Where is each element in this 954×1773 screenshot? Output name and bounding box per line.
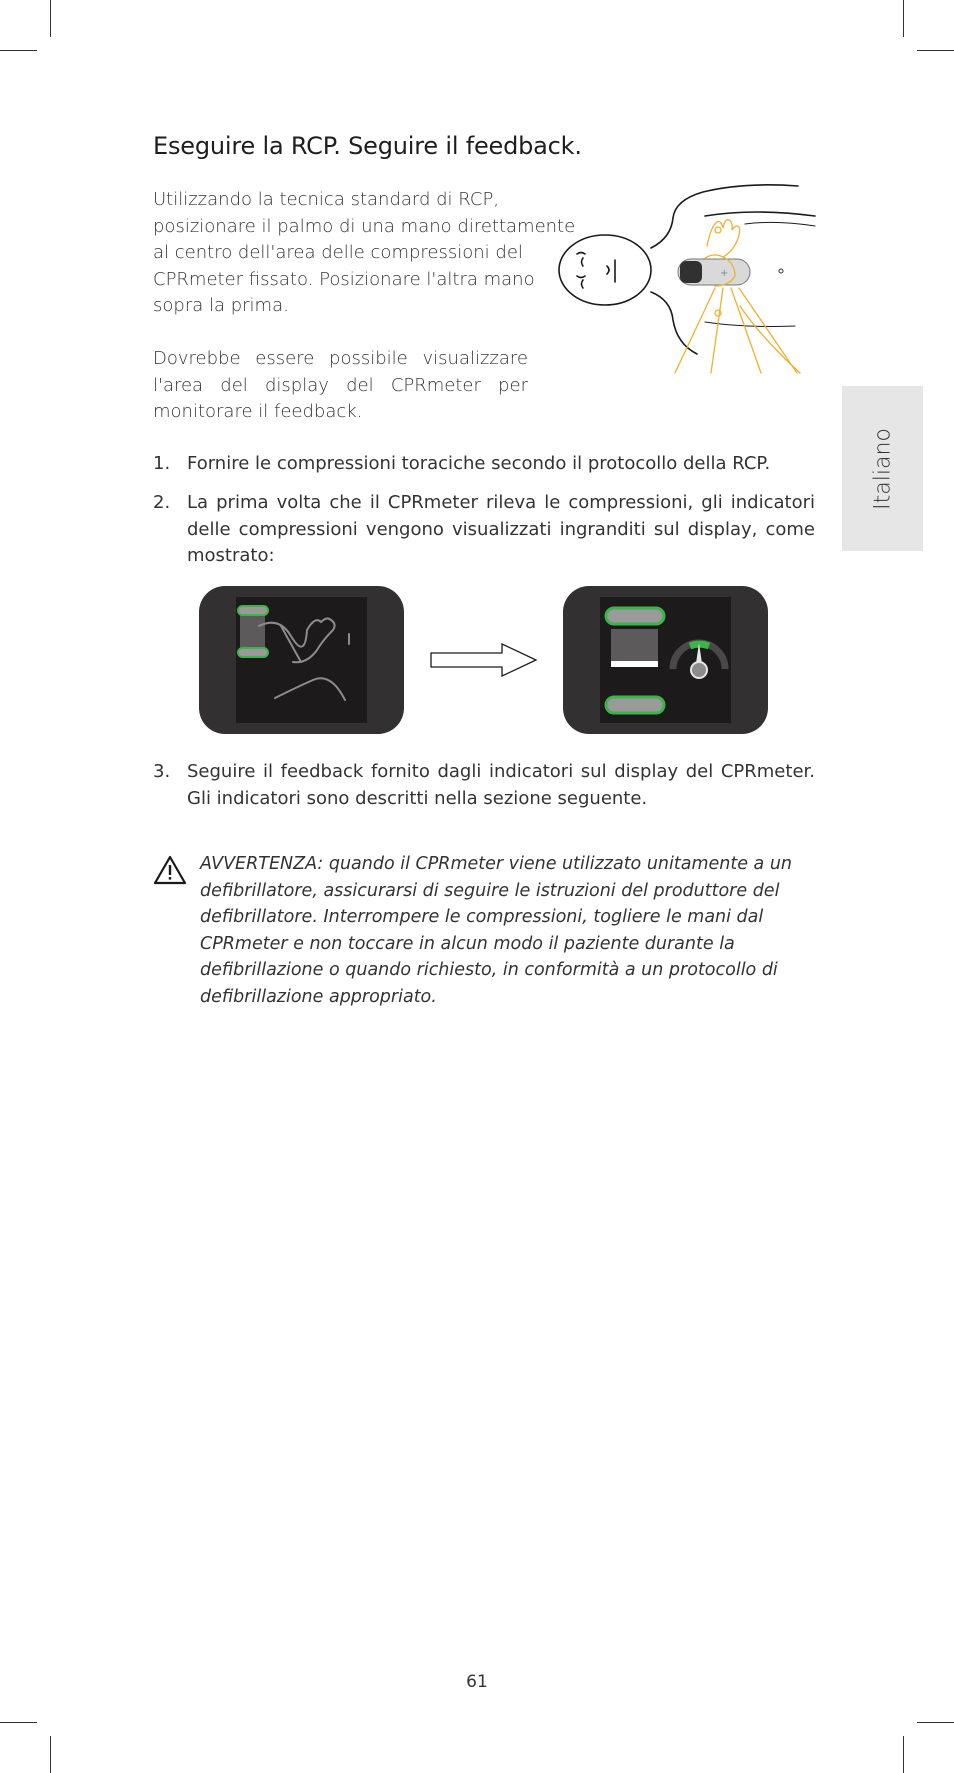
- warning-block: [153, 851, 817, 1010]
- step-number: 3.: [153, 761, 171, 782]
- step-text: Seguire il feedback fornito dagli indicatori sul display del CPRmeter. Gli indicatori sono descritti nella sezione seguente.: [187, 761, 815, 809]
- crop-mark: [0, 50, 37, 51]
- warning-text: AVVERTENZA: quando il CPRmeter viene utilizzato unitamente a un defibrillatore, assicurarsi di seguire le istruzioni del produttore del defibrillatore. Interrompere le compressioni, togliere le mani dal CPRmeter e non toccare in alcun modo il paziente durante la defibrillazione o quando richiesto, in conformità a un protocollo di defibrillazione appropriato.: [200, 854, 793, 1007]
- step-3: [153, 759, 815, 812]
- intro-paragraph: Utilizzando la tecnica standard di RCP, posizionare il palmo di una mano direttamente al centro dell'area delle compressioni del CPRmeter fissato. Posizionare l'altra mano sopra la prima.: [153, 189, 576, 316]
- display-paragraph: Dovrebbe essere possibile visualizzare l'area del display del CPRmeter per monitorare il feedback.: [153, 348, 528, 422]
- page-title: Eseguire la RCP. Seguire il feedback.: [153, 132, 582, 160]
- language-tab-label: Italiano: [870, 427, 895, 510]
- cpr-patient-illustration: [555, 176, 820, 376]
- page-number: 61: [466, 1672, 488, 1692]
- cprmeter-display-enlarged: [563, 586, 768, 734]
- language-tab: [842, 386, 923, 551]
- step-1: [153, 451, 815, 478]
- step-text: Fornire le compressioni toraciche secondo il protocollo della RCP.: [187, 453, 771, 474]
- step-number: 1.: [153, 453, 171, 474]
- crop-mark: [50, 0, 51, 37]
- right-arrow-icon: [430, 643, 538, 677]
- crop-mark: [50, 1736, 51, 1773]
- warning-triangle-icon: [153, 855, 187, 885]
- crop-mark: [917, 50, 954, 51]
- crop-mark: [903, 0, 904, 37]
- step-2: [153, 490, 815, 570]
- svg-text:+: +: [720, 268, 729, 279]
- step-number: 2.: [153, 492, 171, 513]
- crop-mark: [0, 1722, 37, 1723]
- step-text: La prima volta che il CPRmeter rileva le compressioni, gli indicatori delle compressioni vengono visualizzati ingranditi sul display, come mostrato:: [187, 492, 815, 566]
- crop-mark: [903, 1736, 904, 1773]
- crop-mark: [917, 1722, 954, 1723]
- cprmeter-display-initial: [199, 586, 404, 734]
